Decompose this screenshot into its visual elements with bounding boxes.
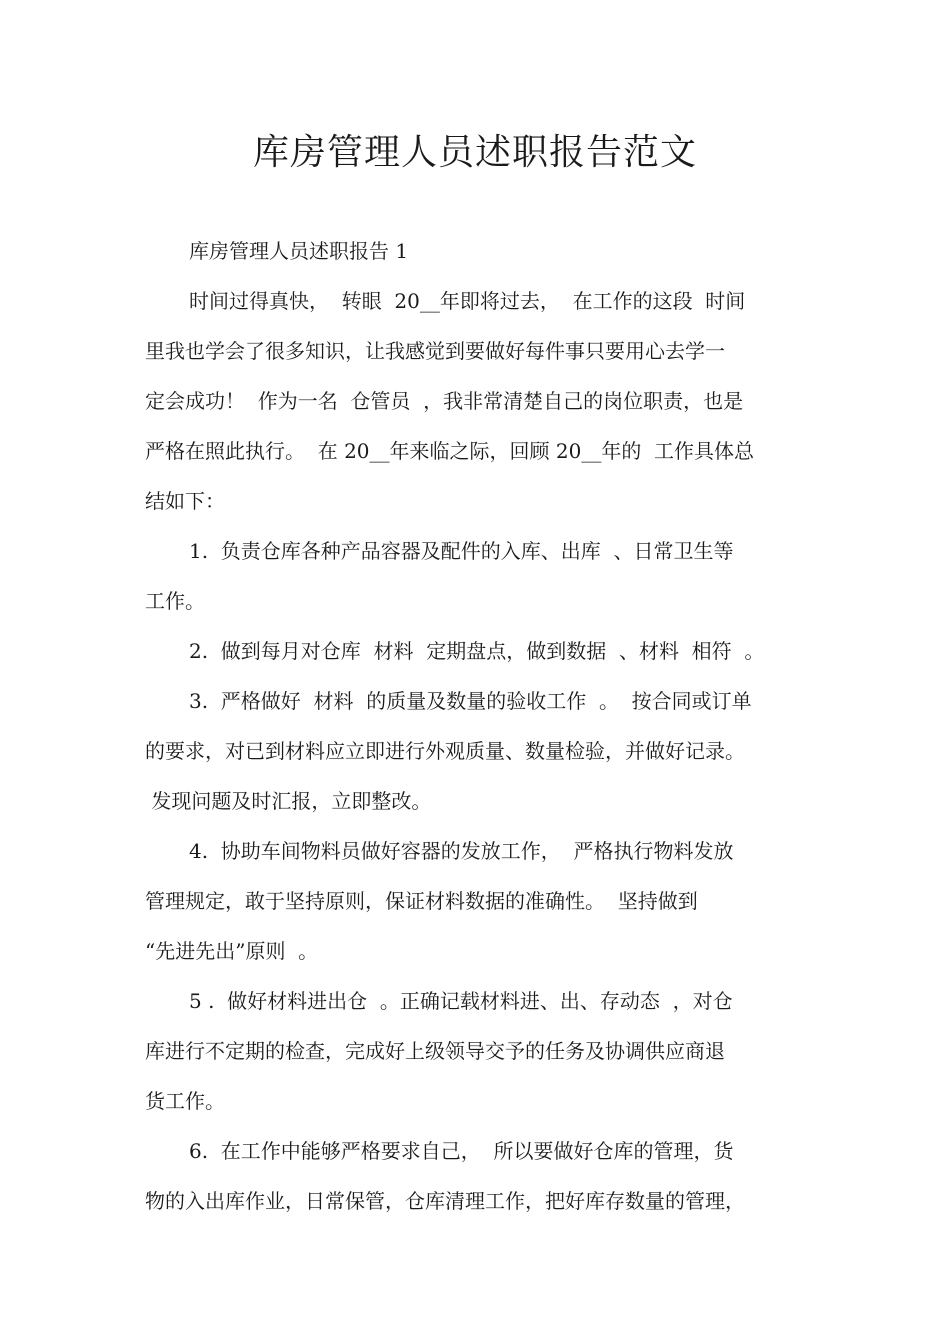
text-line: 管理规定，敢于坚持原则，保证材料数据的准确性。 坚持做到	[145, 889, 698, 913]
text-line: 发现问题及时汇报，立即整改。	[145, 789, 432, 813]
text-line: 定会成功！ 作为一名 仓管员 ，我非常清楚自己的岗位职责，也是	[145, 389, 744, 413]
text-line: 里我也学会了很多知识，让我感觉到要做好每件事只要用心去学一	[145, 339, 725, 363]
text-line: 库进行不定期的检查，完成好上级领导交予的任务及协调供应商退	[145, 1039, 725, 1063]
text-line: 2. 做到每月对仓库 材料 定期盘点，做到数据 、材料 相符 。	[189, 639, 765, 663]
text-line: 3. 严格做好 材料 的质量及数量的验收工作 。 按合同或订单	[189, 689, 752, 713]
text-line: 严格在照此执行。 在 20__年来临之际，回顾 20__年的 工作具体总	[145, 439, 755, 463]
text-line: 时间过得真快， 转眼 20__年即将过去， 在工作的这段 时间	[189, 289, 746, 313]
page-title: 库房管理人员述职报告范文	[252, 132, 697, 173]
text-line: 6. 在工作中能够严格要求自己， 所以要做好仓库的管理，货	[189, 1139, 734, 1163]
text-line: 货工作。	[145, 1089, 225, 1113]
text-line: 结如下：	[145, 489, 225, 513]
text-line: 的要求，对已到材料应立即进行外观质量、数量检验，并做好记录。	[145, 739, 745, 763]
text-line: 库房管理人员述职报告 1	[189, 239, 409, 263]
document-body	[145, 226, 810, 1226]
text-line: 工作。	[145, 589, 205, 613]
text-line: 物的入出库作业，日常保管，仓库清理工作，把好库存数量的管理，	[145, 1189, 745, 1213]
text-line: 5 . 做好材料进出仓 。正确记载材料进、出、存动态 ，对仓	[189, 989, 733, 1013]
text-line: “先进先出”原则 。	[145, 939, 319, 963]
text-line: 4. 协助车间物料员做好容器的发放工作， 严格执行物料发放	[189, 839, 734, 863]
text-line: 1. 负责仓库各种产品容器及配件的入库、出库 、日常卫生等	[189, 539, 734, 563]
